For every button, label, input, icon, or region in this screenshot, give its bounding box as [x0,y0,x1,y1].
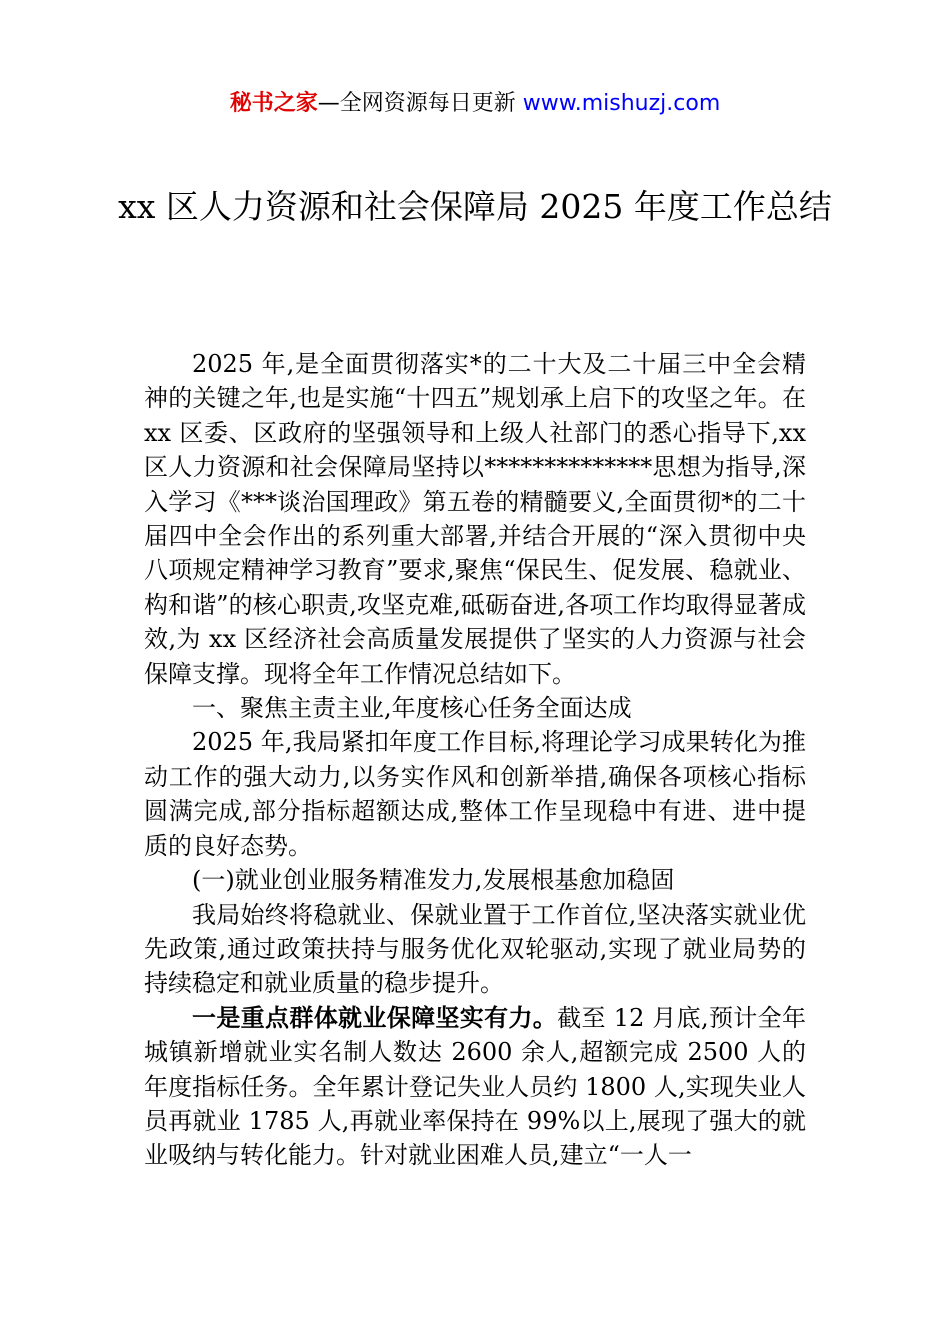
point-lead: 一是重点群体就业保障坚实有力。 [192,1002,558,1032]
point-text: 截至 12 月底,预计全年城镇新增就业实名制人数达 2600 余人,超额完成 2500 人的年度指标任务。全年累计登记失业人员约 1800 人,实现失业人员再就业 1785 人,再就业率保持在 99%以上,展现了强大的就业吸纳与转化能力。针对就业困难人员,建立“一人一 [144,1003,806,1170]
site-slogan: —全网资源每日更新 [317,91,523,116]
body-paragraph: 2025 年,我局紧扣年度工作目标,将理论学习成果转化为推动工作的强大动力,以务实作风和创新举措,确保各项核心指标圆满完成,部分指标超额达成,整体工作呈现稳中有进、进中提质的良好态势。 [144,728,806,860]
document-body [144,347,806,1173]
site-url-link[interactable]: www.mishuzj.com [522,91,721,116]
section-heading: 一、聚焦主责主业,年度核心任务全面达成 [192,694,632,723]
site-header [0,86,950,122]
intro-paragraph: 2025 年,是全面贯彻落实*的二十大及二十届三中全会精神的关键之年,也是实施“十四五”规划承上启下的攻坚之年。在 xx 区委、区政府的坚强领导和上级人社部门的悉心指导下,xx 区人力资源和社会保障局坚持以**************思想为指导,深入学习《***谈治国理政》第五卷的精髓要义,全面贯彻*的二十届四中全会作出的系列重大部署,并结合开展的“深入贯彻中央八项规定精神学习教育”要求,聚焦“保民生、促发展、稳就业、构和谐”的核心职责,攻坚克难,砥砺奋进,各项工作均取得显著成效,为 xx 区经济社会高质量发展提供了坚实的人力资源与社会保障支撑。现将全年工作情况总结如下。 [144,350,806,688]
point-paragraph [144,1001,806,1173]
subsection-heading: (一)就业创业服务精准发力,发展根基愈加稳固 [192,866,675,895]
site-brand[interactable]: 秘书之家 [229,91,318,116]
body-paragraph: 我局始终将稳就业、保就业置于工作首位,坚决落实就业优先政策,通过政策扶持与服务优化双轮驱动,实现了就业局势的持续稳定和就业质量的稳步提升。 [144,900,806,998]
document-title: xx 区人力资源和社会保障局 2025 年度工作总结 [118,187,832,226]
